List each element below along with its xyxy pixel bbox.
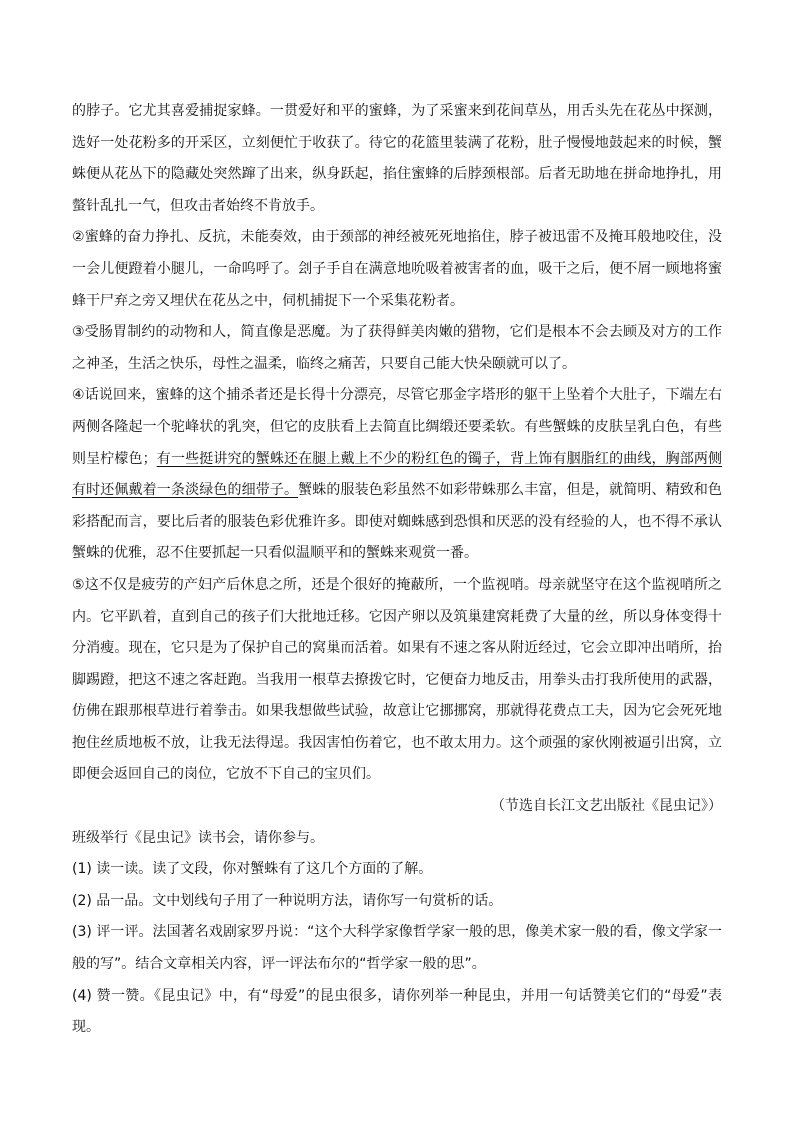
passage-paragraph-1: 的脖子。它尤其喜爱捕捉家蜂。一贯爱好和平的蜜蜂，为了采蜜来到花间草丛，用舌头先在花丛中探测，选好一处花粉多的开采区，立刻便忙于收获了。待它的花篮里装满了花粉，肚子慢慢地鼓起来的时候，蟹蛛便从花丛下的隐藏处突然蹿了出来，纵身跃起，掐住蜜蜂的后脖颈根部。后者无助地在拼命地挣扎，用螫针乱扎一气，但攻击者始终不肯放手。 — [72, 103, 722, 214]
source-citation: （节选自长江文艺出版社《昆虫记》） — [491, 798, 722, 815]
document-page — [72, 96, 722, 1044]
passage-paragraph-4 — [72, 380, 722, 570]
underlined-sentence: 有一些挺讲究的蟹蛛还在腿上戴上不少的粉红色的镯子，背上饰有胭脂红的曲线，胸部两侧有时还佩戴着一条淡绿色的细带子。 — [72, 450, 723, 499]
question-1: (1) 读一读。读了文段，你对蟹蛛有了这几个方面的了解。 — [72, 861, 433, 878]
paragraph-4-text-before: ④话说回来，蜜蜂的这个捕杀者还是长得十分漂亮，尽管它那金字塔形的躯干上坠着个大肚子，下端左右两侧各隆起一个驼峰状的乳突，但它的皮肤看上去简直比绸缎还要柔软。有些蟹蛛的皮肤呈乳白色，有些则呈柠檬色； — [72, 387, 722, 467]
question-4: (4) 赞一赞。《昆虫记》中，有“母爱”的昆虫很多，请你列举一种昆虫，并用一句话赞美它们的“母爱”表现。 — [72, 987, 722, 1036]
passage-paragraph-2: ②蜜蜂的奋力挣扎、反抗，未能奏效，由于颈部的神经被死死地掐住，脖子被迅雷不及掩耳般地咬住，没一会儿便蹬着小腿儿，一命呜呼了。刽子手自在满意地吮吸着被害者的血，吸干之后，便不屑一顾地将蜜蜂干尸弃之旁又埋伏在花丛之中，伺机捕捉下一个采集花粉者。 — [72, 229, 722, 309]
question-3: (3) 评一评。法国著名戏剧家罗丹说：“这个大科学家像哲学家一般的思，像美术家一般的看，像文学家一般的写”。结合文章相关内容，评一评法布尔的“哲学家一般的思”。 — [72, 924, 722, 973]
paragraph-4-text-after: 蟹蛛的服装色彩虽然不如彩带蛛那么丰富，但是，就简明、精致和色彩搭配而言，要比后者的服装色彩优雅许多。即使对蜘蛛感到恐惧和厌恶的没有经验的人，也不得不承认蟹蛛的优雅，忍不住要抓起一只看似温顺平和的蟹蛛来观赏一番。 — [72, 482, 723, 562]
questions-intro: 班级举行《昆虫记》读书会，请你参与。 — [72, 829, 324, 846]
question-2: (2) 品一品。文中划线句子用了一种说明方法，请你写一句赏析的话。 — [72, 892, 503, 909]
passage-paragraph-5: ⑤这不仅是疲劳的产妇产后休息之所，还是个很好的掩蔽所，一个监视哨。母亲就坚守在这个监视哨所之内。它平趴着，直到自己的孩子们大批地迁移。它因产卵以及筑巢建窝耗费了大量的丝，所以身体变得十分消瘦。现在，它只是为了保护自己的窝巢而活着。如果有不速之客从附近经过，它会立即冲出哨所，抬脚踢蹬，把这不速之客赶跑。当我用一根草去撩拨它时，它便奋力地反击，用拳头击打我所使用的武器，仿佛在跟那根草进行着拳击。如果我想做些试验，故意让它挪挪窝，那就得花费点工夫，因为它会死死地抱住丝质地板不放，让我无法得逞。我因害怕伤着它，也不敢太用力。这个顽强的家伙刚被逼引出窝，立即便会返回自己的岗位，它放不下自己的宝贝们。 — [72, 576, 722, 783]
passage-paragraph-3: ③受肠胃制约的动物和人，简直像是恶魔。为了获得鲜美肉嫩的猎物，它们是根本不会去顾及对方的工作之神圣，生活之快乐，母性之温柔，临终之痛苦，只要自己能大快朵颐就可以了。 — [72, 324, 722, 372]
